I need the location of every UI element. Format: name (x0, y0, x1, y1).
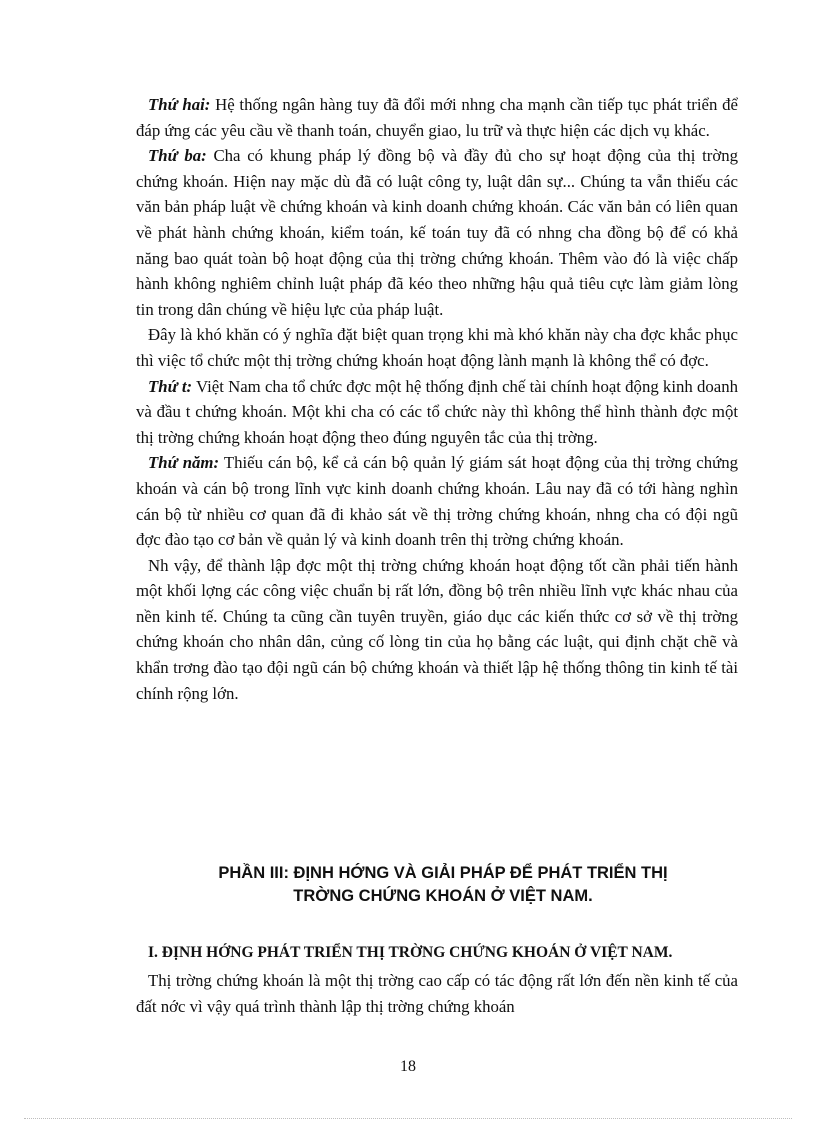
paragraph-lead: Thứ hai: (148, 95, 211, 114)
paragraph-lead: Thứ ba: (148, 146, 207, 166)
paragraph-thu-tu (136, 374, 738, 451)
paragraph-text: Việt Nam cha tổ chức đợc một hệ thống định chế tài chính hoạt động kinh doanh và đầu t chứng khoán. Một khi cha có các tổ chức này thì không thể hình thành đợc một thị trờng chứng khoán hoạt động theo đúng nguyên tắc của thị trờng. (136, 376, 738, 447)
section-heading-line-1: PHẦN III: ĐỊNH HỚNG VÀ GIẢI PHÁP ĐỂ PHÁT TRIỂN THỊ (218, 864, 668, 882)
paragraph-lead: Thứ năm: (148, 453, 220, 473)
section-heading (150, 862, 736, 908)
page-number: 18 (400, 1058, 416, 1075)
paragraph-text: Nh vậy, để thành lập đợc một thị trờng chứng khoán hoạt động tốt cần phải tiến hành một khối lợng các công việc chuẩn bị rất lớn, đồng bộ trên nhiều lĩnh vực khác nhau của nền kinh tế. Chúng ta cũng cần tuyên truyền, giáo dục các kiến thức cơ sở về thị trờng chứng khoán cho nhân dân, củng cố lòng tin của họ bằng các luật, qui định chặt chẽ và khẩn trơng đào tạo đội ngũ cán bộ chứng khoán và thiết lập hệ thống thông tin kinh tế tài chính rộng lớn. (136, 555, 738, 703)
paragraph-text: Thiếu cán bộ, kể cả cán bộ quản lý giám sát hoạt động của thị trờng chứng khoán và cán bộ trong lĩnh vực kinh doanh chứng khoán. Lâu nay đã có tới hàng nghìn cán bộ từ nhiều cơ quan đã đi khảo sát về thị trờng chứng khoán, nhng cha có đội ngũ đợc đào tạo cơ bản về quản lý và kinh doanh trên thị trờng chứng khoán. (136, 453, 738, 550)
paragraph-kho-khan (136, 322, 738, 373)
body-text (136, 92, 738, 706)
paragraph-thu-nam (136, 450, 738, 552)
paragraph-lead: Thứ t: (148, 376, 193, 396)
section-heading-line-2: TRỜNG CHỨNG KHOÁN Ở VIỆT NAM. (293, 887, 593, 905)
paragraph-text: Cha có khung pháp lý đồng bộ và đầy đủ cho sự hoạt động của thị trờng chứng khoán. Hiện nay mặc dù đã có luật công ty, luật dân sự... Chúng ta vẫn thiếu các văn bản pháp luật về chứng khoán và kinh doanh chứng khoán. Các văn bản có liên quan về phát hành chứng khoán, kiểm toán, kế toán tuy đã có nhng cha đồng bộ để có khả năng bao quát toàn bộ hoạt động của thị trờng chứng khoán. Thêm vào đó là việc chấp hành không nghiêm chỉnh luật pháp đã kéo theo những hậu quả tiêu cực làm giảm lòng tin trong dân chúng về hiệu lực của pháp luật. (136, 146, 738, 319)
paragraph-final: Thị trờng chứng khoán là một thị trờng cao cấp có tác động rất lớn đến nền kinh tế của đất nớc vì vậy quá trình thành lập thị trờng chứng khoán (136, 971, 738, 1016)
paragraph-thu-hai (136, 92, 738, 143)
paragraph-conclusion (136, 553, 738, 707)
paragraph-thu-ba (136, 143, 738, 322)
footer-dotted-divider (24, 1118, 792, 1119)
paragraph-text: Hệ thống ngân hàng tuy đã đổi mới nhng cha mạnh cần tiếp tục phát triển để đáp ứng các yêu cầu về thanh toán, chuyển giao, lu trữ và thực hiện các dịch vụ khác. (136, 95, 738, 140)
body-text-continued (136, 968, 738, 1019)
paragraph-text: Đây là khó khăn có ý nghĩa đặt biệt quan trọng khi mà khó khăn này cha đợc khắc phục thì việc tổ chức một thị trờng chứng khoán hoạt động lành mạnh là không thể có đợc. (136, 325, 738, 370)
subsection-heading: I. ĐỊNH HỚNG PHÁT TRIỂN THỊ TRỜNG CHỨNG KHOÁN Ở VIỆT NAM. (148, 944, 673, 961)
